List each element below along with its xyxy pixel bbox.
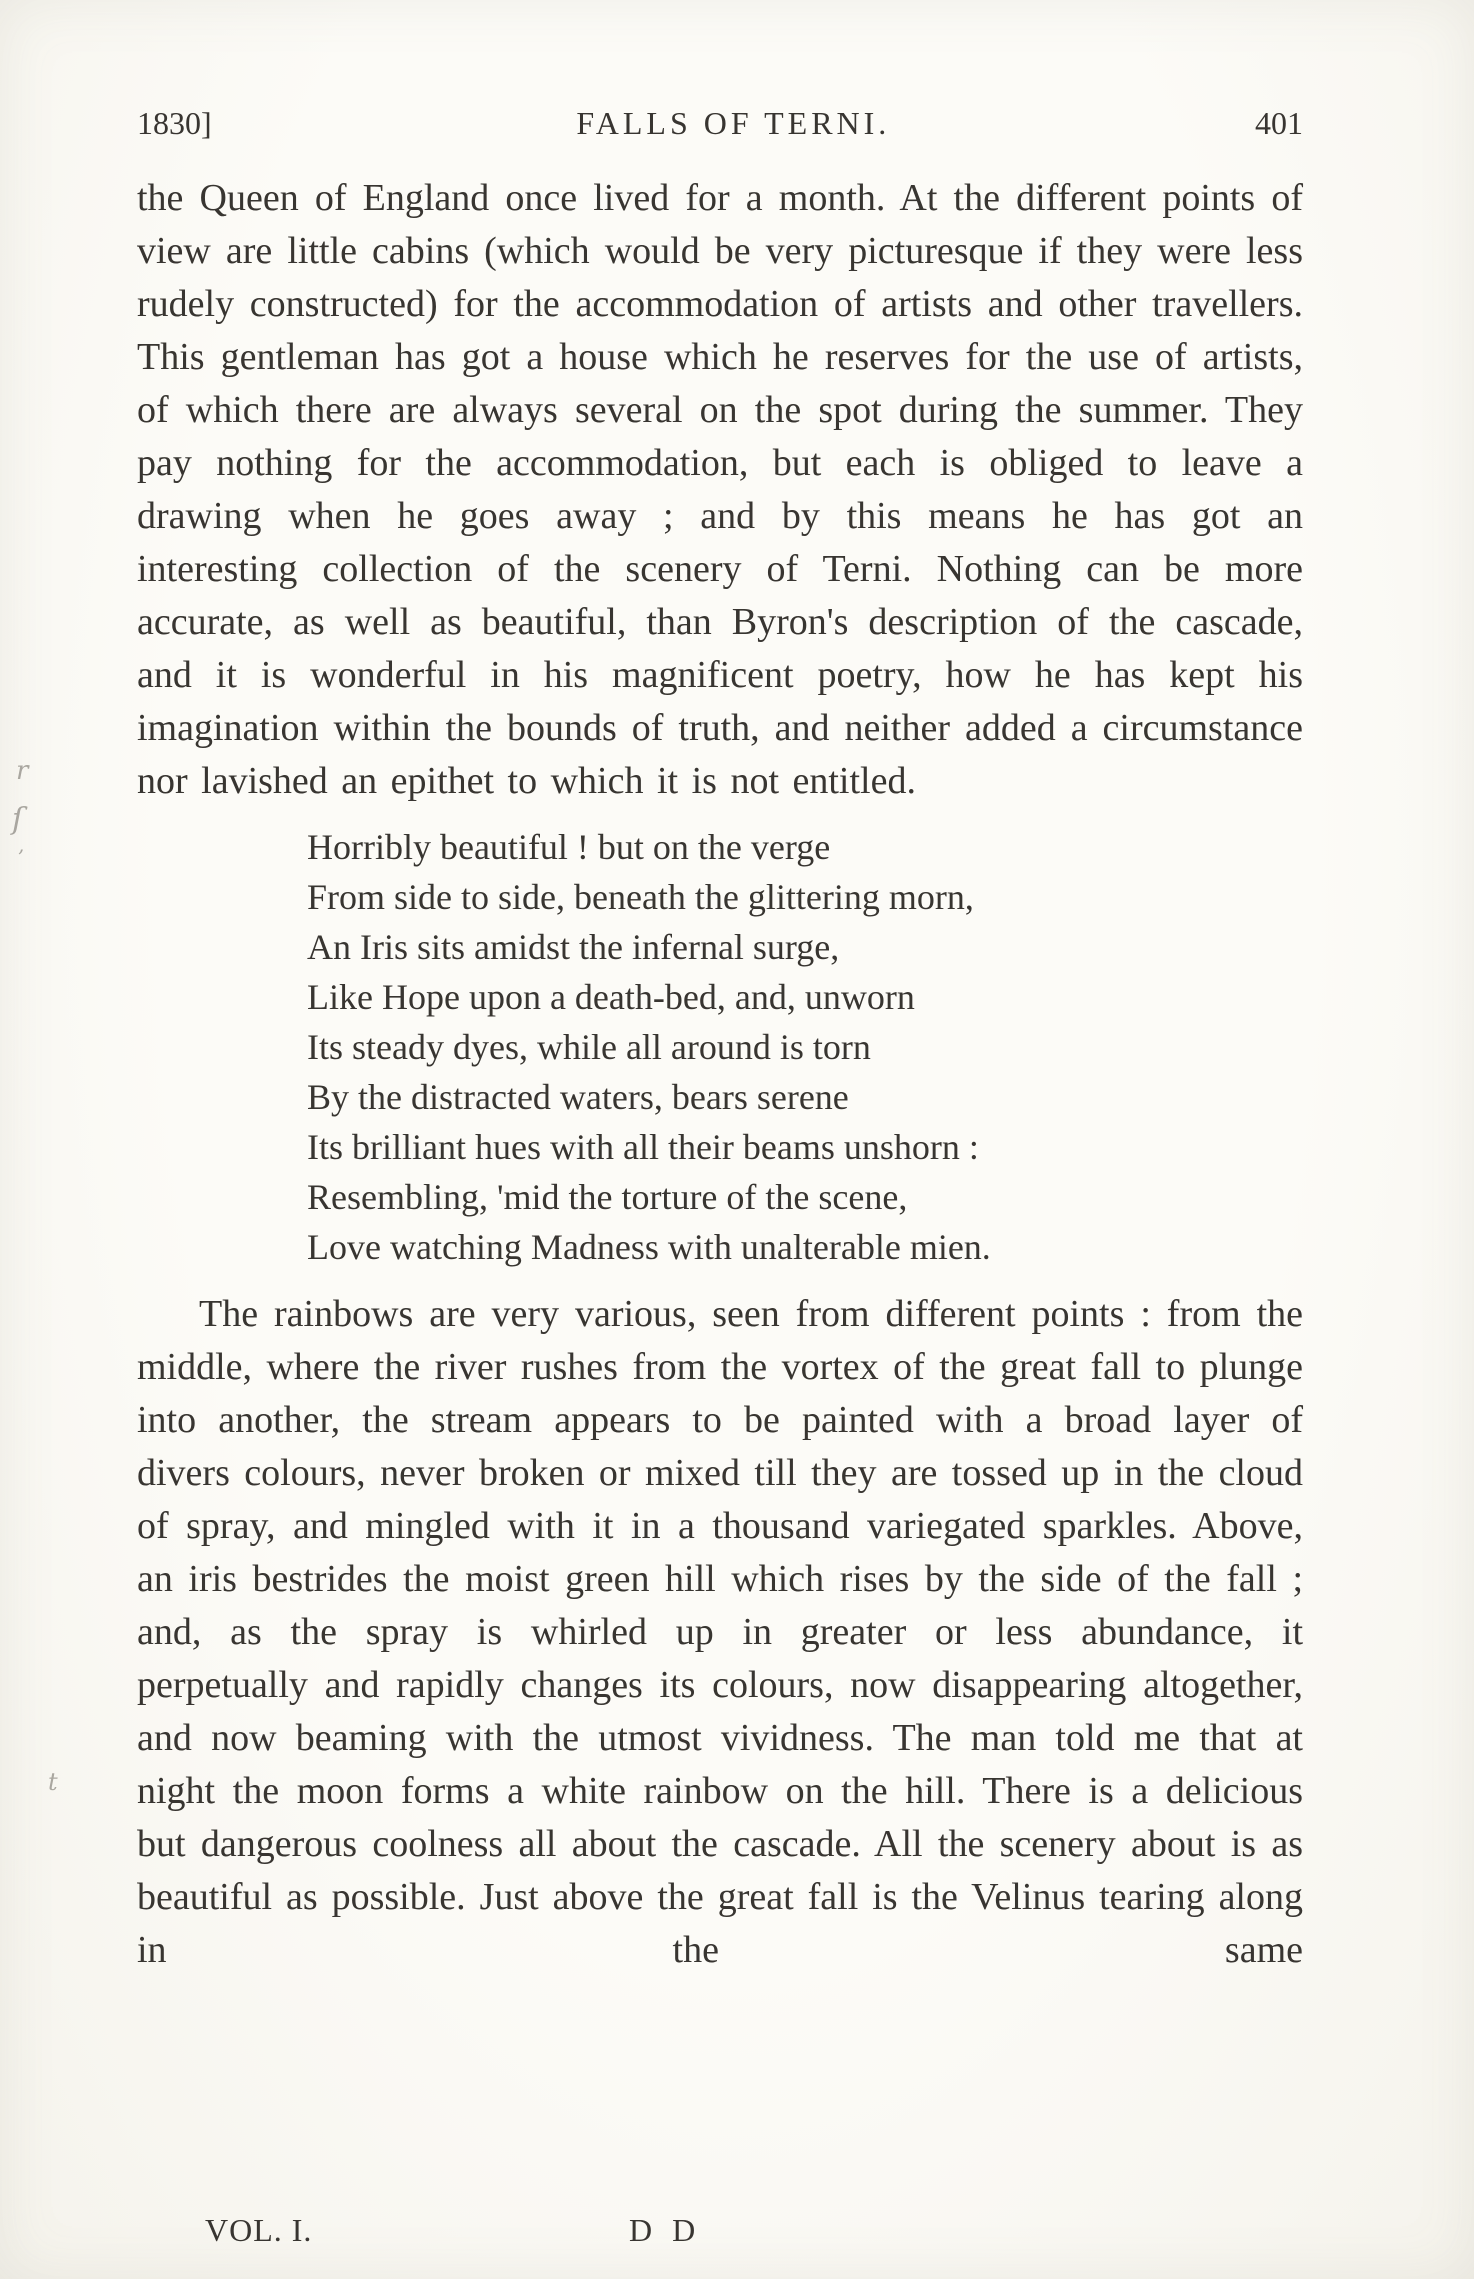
page-footer	[0, 2212, 1474, 2258]
page-year: 1830]	[137, 105, 212, 141]
poem-line: An Iris sits amidst the infernal surge,	[307, 927, 840, 967]
poem-line: Love watching Madness with unalterable mien.	[307, 1227, 991, 1267]
printers-signature: D D	[629, 2212, 702, 2248]
margin-mark: ʼ	[17, 845, 24, 869]
running-title: FALLS OF TERNI.	[576, 105, 891, 141]
poem-line: Its brilliant hues with all their beams unshorn :	[307, 1127, 979, 1167]
margin-mark: t	[48, 1768, 58, 1796]
poem-line: Its steady dyes, while all around is torn	[307, 1027, 871, 1067]
byron-verse-quote	[307, 822, 1303, 1272]
paragraph-rainbows: The rainbows are very various, seen from different points : from the middle, where the river rushes from the vortex of the great fall to plunge into another, the stream appears to be painted with a broad layer of divers colours, never broken or mixed till they are tossed up in the cloud of spray, and mingled with it in a thousand variegated sparkles. Above, an iris bestrides the moist green hill which rises by the side of the fall ; and, as the spray is whirled up in greater or less abundance, it perpetually and rapidly changes its colours, now disappearing altogether, and now beaming with the utmost vividness. The man told me that at night the moon forms a white rainbow on the hill. There is a delicious but dangerous coolness all about the cascade. All the scenery about is as beautiful as possible. Just above the great fall is the Velinus tearing along in the same	[137, 1293, 1303, 1971]
margin-mark: ſ	[12, 802, 24, 837]
poem-line: Resembling, 'mid the torture of the scene,	[307, 1177, 908, 1217]
paragraph-continuation: the Queen of England once lived for a month. At the different points of view are little cabins (which would be very picturesque if they were less rudely constructed) for the accommodation of artists and other travellers. This gentleman has got a house which he reserves for the use of artists, of which there are always several on the spot during the summer. They pay nothing for the accommodation, but each is obliged to leave a drawing when he goes away ; and by this means he has got an interesting collection of the scenery of Terni. Nothing can be more accurate, as well as beautiful, than Byron's description of the cascade, and it is wonderful in his magnificent poetry, how he has kept his imagination within the bounds of truth, and neither added a circumstance nor lavished an epithet to which it is not entitled.	[137, 177, 1303, 802]
text-block	[137, 172, 1303, 1977]
margin-mark: r	[16, 756, 29, 786]
poem-line: By the distracted waters, bears serene	[307, 1077, 849, 1117]
poem-line: Like Hope upon a death-bed, and, unworn	[307, 977, 915, 1017]
poem-line: Horribly beautiful ! but on the verge	[307, 827, 831, 867]
volume-label: VOL. I.	[205, 2212, 313, 2248]
running-head	[137, 105, 1303, 142]
page-number: 401	[1254, 105, 1303, 141]
poem-line: From side to side, beneath the glittering morn,	[307, 877, 974, 917]
